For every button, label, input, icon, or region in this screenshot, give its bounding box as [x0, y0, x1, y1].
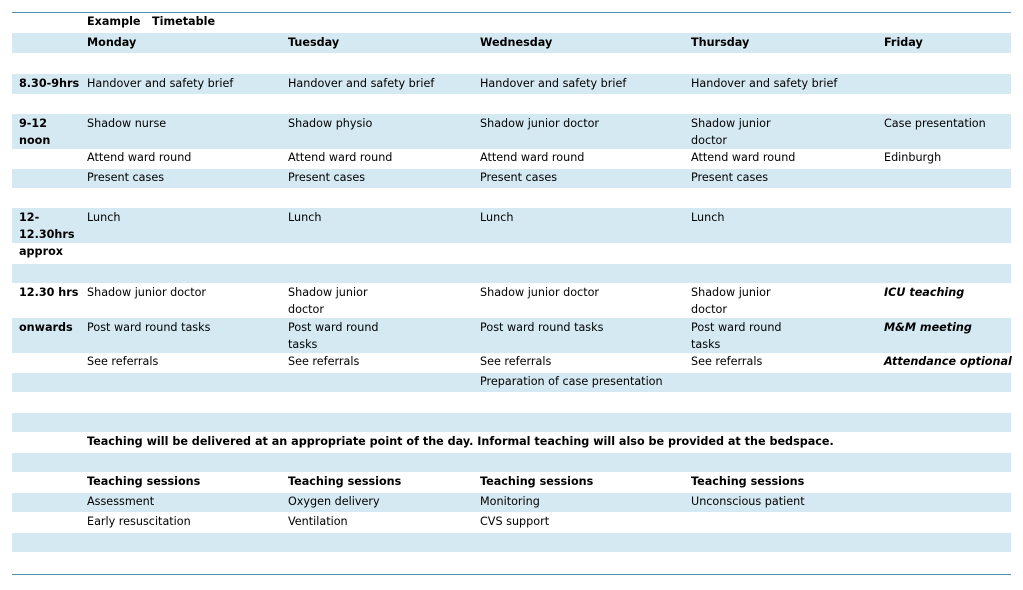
table-cell: See referrals	[288, 355, 360, 368]
table-cell: Post ward round tasks	[480, 321, 604, 334]
table-cell: Attendance optional	[884, 355, 1012, 368]
day-header: Friday	[884, 36, 923, 49]
table-cell: Handover and safety brief	[288, 77, 435, 90]
time-label: 8.30-9hrs	[19, 77, 80, 90]
table-cell: Monitoring	[480, 495, 540, 508]
table-cell: Post ward round tasks	[288, 321, 379, 351]
table-cell: Attend ward round	[288, 151, 393, 164]
table-cell: Shadow junior doctor	[480, 117, 600, 130]
table-cell: Lunch	[87, 211, 121, 224]
table-cell: Shadow junior doctor	[691, 286, 771, 316]
table-cell: Shadow physio	[288, 117, 373, 130]
table-cell: Lunch	[288, 211, 322, 224]
teaching-header: Teaching sessions	[288, 475, 402, 488]
table-cell: Preparation of case presentation	[480, 375, 663, 388]
table-cell: Present cases	[480, 171, 558, 184]
teaching-header: Teaching sessions	[87, 475, 201, 488]
table-cell: Early resuscitation	[87, 515, 191, 528]
table-cell: Shadow junior doctor	[691, 117, 771, 147]
day-header: Monday	[87, 36, 137, 49]
table-cell: See referrals	[691, 355, 763, 368]
table-cell: Assessment	[87, 495, 155, 508]
table-cell: M&M meeting	[884, 321, 972, 334]
table-cell: Case presentation	[884, 117, 986, 130]
table-cell: Shadow junior doctor	[87, 286, 207, 299]
row-band	[12, 533, 1011, 552]
table-cell: Edinburgh	[884, 151, 942, 164]
table-bottom-rule	[12, 574, 1011, 575]
table-cell: ICU teaching	[884, 286, 965, 299]
row-band	[12, 453, 1011, 472]
day-header: Thursday	[691, 36, 750, 49]
table-cell: Attend ward round	[480, 151, 585, 164]
day-header: Tuesday	[288, 36, 340, 49]
table-cell: See referrals	[87, 355, 159, 368]
teaching-note: Teaching will be delivered at an appropriate point of the day. Informal teaching will also be provided at the bedspace.	[87, 435, 834, 448]
table-cell: Shadow junior doctor	[480, 286, 600, 299]
table-cell: Lunch	[480, 211, 514, 224]
table-cell: Ventilation	[288, 515, 348, 528]
title-part-2: Timetable	[152, 15, 216, 28]
table-cell: Handover and safety brief	[480, 77, 627, 90]
table-cell: Shadow nurse	[87, 117, 167, 130]
table-cell: Handover and safety brief	[87, 77, 234, 90]
table-cell: Present cases	[691, 171, 769, 184]
table-cell: Post ward round tasks	[87, 321, 211, 334]
time-label: 12-12.30hrs approx	[19, 211, 75, 258]
row-band	[12, 413, 1011, 432]
row-band	[12, 264, 1011, 283]
table-cell: Shadow junior doctor	[288, 286, 368, 316]
table-cell: Present cases	[288, 171, 366, 184]
table-cell: Attend ward round	[87, 151, 192, 164]
table-cell: Handover and safety brief	[691, 77, 838, 90]
time-label: 12.30 hrs	[19, 286, 79, 299]
table-cell: CVS support	[480, 515, 550, 528]
title-part-1: Example	[87, 15, 141, 28]
teaching-header: Teaching sessions	[480, 475, 594, 488]
teaching-header: Teaching sessions	[691, 475, 805, 488]
time-label: 9-12 noon	[19, 117, 51, 147]
table-cell: Oxygen delivery	[288, 495, 380, 508]
table-cell: Attend ward round	[691, 151, 796, 164]
time-label: onwards	[19, 321, 73, 334]
table-cell: Present cases	[87, 171, 165, 184]
table-cell: See referrals	[480, 355, 552, 368]
day-header: Wednesday	[480, 36, 553, 49]
table-cell: Lunch	[691, 211, 725, 224]
table-cell: Unconscious patient	[691, 495, 805, 508]
table-cell: Post ward round tasks	[691, 321, 782, 351]
